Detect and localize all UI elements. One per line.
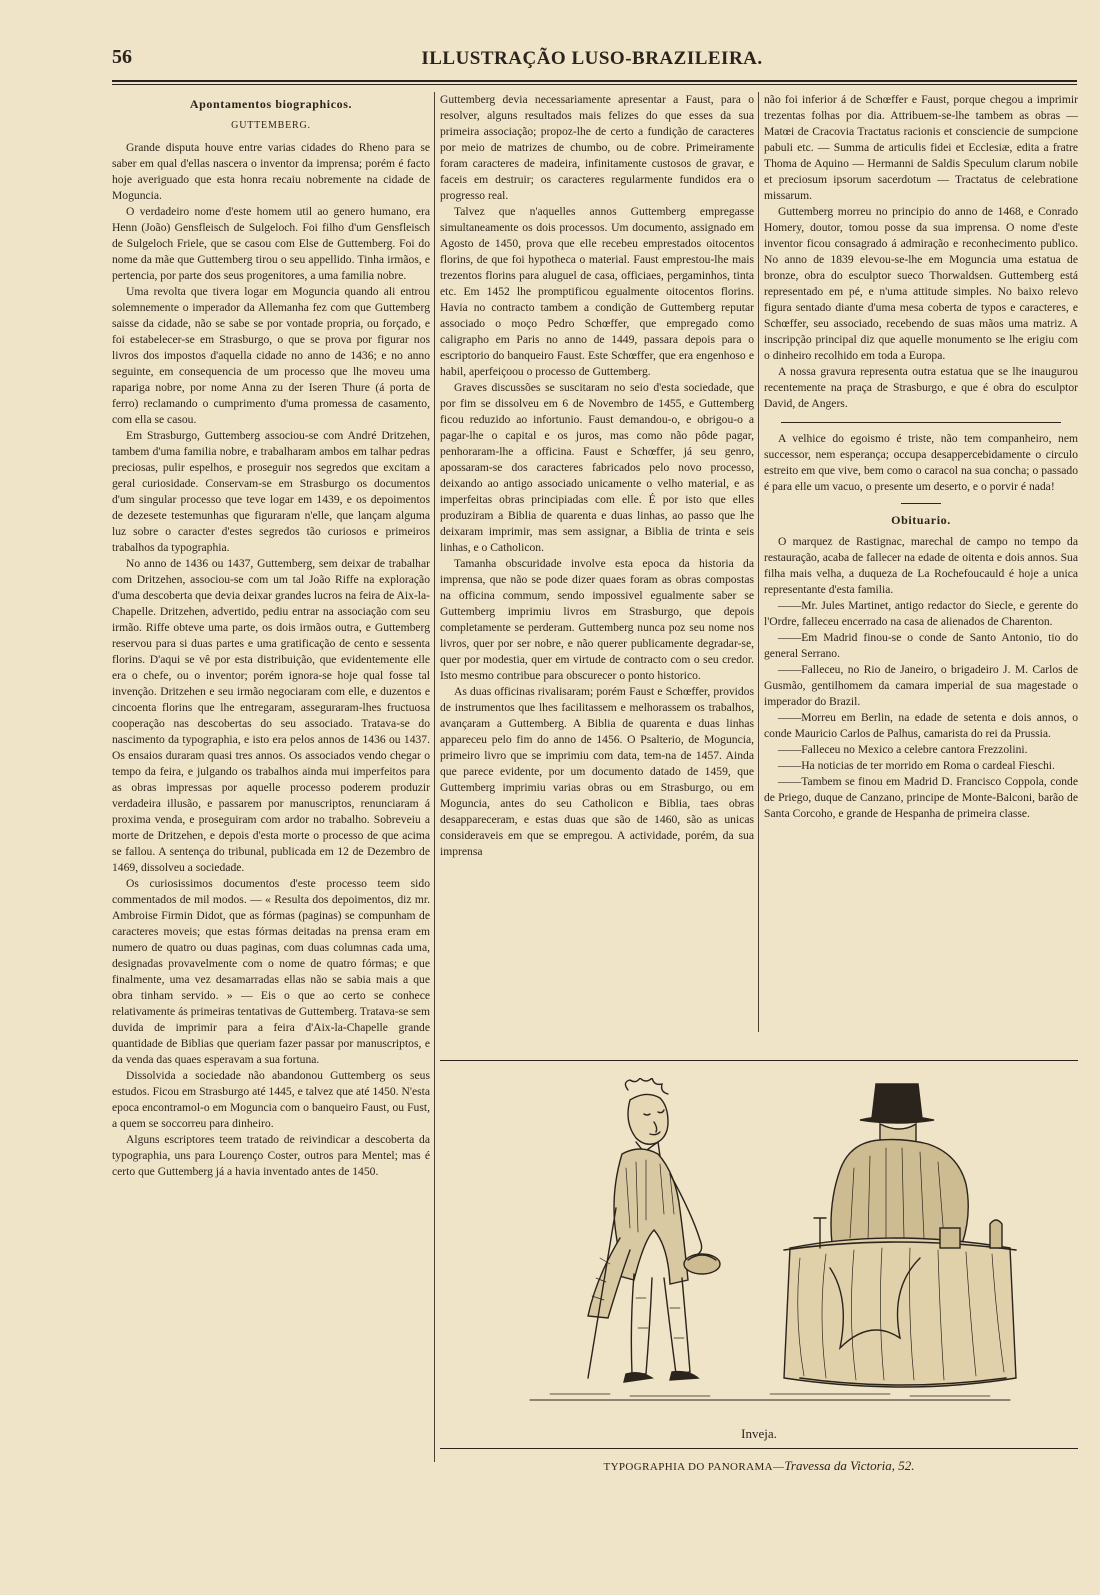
paragraph: Dissolvida a sociedade não abandonou Guttemberg os seus estudos. Ficou em Strasburgo até 1445, e talvez que até 1450. N'esta epoca encontramol-o em Moguncia com o banqueiro Faust, ou Fust, a quem se soccorreu para dinheiro. bbox=[112, 1069, 430, 1130]
article-subtitle: GUTTEMBERG. bbox=[231, 120, 311, 131]
paragraph: não foi inferior á de Schœffer e Faust, porque chegou a imprimir trezentas folhas por dia. Attribuem-se-lhe tambem as obras — Matœi de Cracovia Tractatus racionis et consciencie de sumpcione pabuli etc. — Summa de articulis fidei et Ecclesiæ, edita a fratre Thoma de Aquino — Hermanni de Saldis Speculum clarum nobile et preciosum ipsorum sacerdotum — Tractatus de celebratione missarum. bbox=[764, 93, 1078, 202]
obituary-title: Obituario. bbox=[891, 513, 951, 527]
paragraph: Graves discussões se suscitaram no seio d'esta sociedade, que por fim se dissolveu em 6 de Novembro de 1455, e Guttemberg ficou reduzido ao infortunio. Faust demandou-o, e obrigou-o a pagar-lhe o capital e os juros, mas como não pôde pagar, penhoraram-lhe a officina. Faust e Schœffer, já seu genro, apossaram-se dos caracteres fabricados pelo novo processo, deixando ao antigo associado unicamente o velho material, e as imperfeitas obras principiadas com elle. É por isto que elles produziram a Biblia de quarenta e duas linhas, ao passo que lhe deixaram imprimir, mas sem assignar, a Biblia de trinta e seis linhas, e o Catholicon. bbox=[440, 381, 754, 554]
paragraph: O verdadeiro nome d'este homem util ao genero humano, era Henn (João) Gensfleisch de Sulgeloch. Foi filho d'um Gensfleisch de Sulgeloch Friele, que se casou com Else de Guttemberg. Foi do nome da mãe que Guttemberg tirou o seu appellido. Tinha irmãos, e pertencia, por parte dos seus progenitores, a uma familia nobre. bbox=[112, 205, 430, 282]
article-column-2 bbox=[440, 92, 754, 1054]
imprint-rule bbox=[440, 1448, 1078, 1449]
printer-address: Travessa da Victoria, 52. bbox=[784, 1458, 915, 1473]
printer-name: TYPOGRAPHIA DO PANORAMA— bbox=[603, 1461, 785, 1473]
article-column-3 bbox=[764, 92, 1078, 1054]
page-number: 56 bbox=[112, 46, 132, 68]
journal-title: ILLUSTRAÇÃO LUSO-BRAZILEIRA. bbox=[421, 48, 763, 69]
section-divider bbox=[901, 503, 941, 504]
statue-figure bbox=[784, 1084, 1016, 1387]
obituary-entry: ——Morreu em Berlin, na edade de setenta e dois annos, o conde Mauricio Carlos de Palhus, camarista do rei da Prussia. bbox=[764, 711, 1078, 740]
header-rule-thin bbox=[112, 84, 1077, 85]
paragraph: Tamanha obscuridade involve esta epoca da historia da imprensa, que não se pode dizer quaes foram as obras compostas na officina commum, sendo impossivel egualmente saber se Guttemberg imprimiu livros em Strasburgo, que depois completamente se perderam. Guttemberg nunca poz seu nome nos livros, quer por ser nobre, e não querer publicamente degradar-se, quer por modestia, quer em virtude de contracto com o seu credor. Isto mesmo contribue para obscurecer o ponto historico. bbox=[440, 557, 754, 682]
paragraph: Talvez que n'aquelles annos Guttemberg empregasse simultaneamente os dois processos. Um documento, assignado em Agosto de 1450, prova que elle recebeu emprestados oitocentos florins, de que foi hypotheca o material. Faust emprestou-lhe mais trezentos florins para aluguel de casa, officiaes, pergaminhos, tinta etc. Em 1452 lhe promptificou egualmente oitocentos florins. Havia no contracto tambem a condição de Guttemberg reputar associado o moço Pedro Schœffer, que empregado como caligrapho em Paris no anno de 1449, passara depois para o escriptorio do banqueiro Faust. Este Schœffer, que era engenhoso e habil, aperfeiçoou o processo de Guttemberg. bbox=[440, 205, 754, 378]
obituary-entry: ——Mr. Jules Martinet, antigo redactor do Siecle, e gerente do l'Ordre, falleceu encerrado na casa de alienados de Charenton. bbox=[764, 599, 1078, 628]
engraving-illustration bbox=[470, 1078, 1050, 1408]
column-rule bbox=[758, 92, 759, 1032]
engraving-rule bbox=[440, 1060, 1078, 1061]
paragraph: Uma revolta que tivera logar em Moguncia quando ali entrou solemnemente o imperador da Allemanha fez com que Guttemberg saisse da cidade, não se sabe se por vontade propria, ou forçado, e foi estabelecer-se em Strasburgo, o que se prova por figurar nos livros dos impostos d'aquella cidade no anno de 1436; e no anno seguinte, em consequencia de um processo que lhe moveu uma rapariga nobre, por nome Anna zu der Iseren Thure (á porta de ferro) reclamando o cumprimento d'uma promessa de casamento, com ella se casou. bbox=[112, 285, 430, 426]
engraving-caption: Inveja. bbox=[741, 1426, 777, 1441]
paragraph: Os curiosissimos documentos d'este processo teem sido commentados de mil modos. — « Resulta dos depoimentos, diz mr. Ambroise Firmin Didot, que as fórmas (paginas) se compunham de caracteres moveis; que estas fórmas deitadas na prensa eram em numero de quatro ou duas paginas, com duas columnas cada uma, designadas provavelmente com o nome de quatro fórmas; e que finalmente, uma vez desamarradas ellas não se sabia mais a que obra tinham servido. » — Eis o que ao certo se conhece relativamente ás primeiras tentativas de Guttemberg. Tratava-se sem duvida de imprimir para a feira d'Aix-la-Chapelle grande quantidade de Biblias que queriam fazer passar por manuscriptos, e da venda das quaes esperavam a sua fortuna. bbox=[112, 877, 430, 1066]
obituary-entry: ——Falleceu, no Rio de Janeiro, o brigadeiro J. M. Carlos de Gusmão, gentilhomem da camara imperial de sua magestade o imperador do Brazil. bbox=[764, 663, 1078, 708]
obituary-entry: ——Ha noticias de ter morrido em Roma o cardeal Fieschi. bbox=[778, 759, 1055, 772]
article-column-1 bbox=[112, 92, 430, 1462]
maxim: A velhice do egoismo é triste, não tem companheiro, nem successor, nem esperança; occupa desappercebidamente o circulo estreito em que vive, bem como o caracol na sua concha; o passado é para elle um vacuo, o presente um deserto, e o porvir é nada! bbox=[764, 432, 1078, 493]
page-header bbox=[112, 46, 1072, 80]
obituary-entry: ——Em Madrid finou-se o conde de Santo Antonio, tio do general Serrano. bbox=[764, 631, 1078, 660]
paragraph: A nossa gravura representa outra estatua que se lhe inaugurou recentemente na praça de Strasburgo, e que é obra do esculptor David, de Angers. bbox=[764, 365, 1078, 410]
obituary-entry: ——Tambem se finou em Madrid D. Francisco Coppola, conde de Priego, duque de Canzano, principe de Monte-Balconi, barão de Santa Corcoho, e grande de Hespanha de primeira classe. bbox=[764, 775, 1078, 820]
article-title: Apontamentos biographicos. bbox=[189, 97, 353, 111]
paragraph: Grande disputa houve entre varias cidades do Rheno para se saber em qual d'ellas nascera o inventor da imprensa; porém é facto hoje averiguado que esta honra recaiu nobremente na cidade de Moguncia. bbox=[112, 141, 430, 202]
paragraph: Em Strasburgo, Guttemberg associou-se com André Dritzehen, tambem d'uma familia nobre, e trabalharam ambos em talhar pedras preciosas, pulir espelhos, e proseguir nos segredos que excitam a geral curiosidade. Conservam-se em Strasburgo os documentos d'um singular processo que teve logar em 1439, e os depoimentos de dezesete testemunhas que figuraram n'elle, que lançam alguma luz sobre o caracter d'estes segredos tão curiosos e primeiros trabalhos da typographia. bbox=[112, 429, 430, 554]
obituary-entry: ——Falleceu no Mexico a celebre cantora Frezzolini. bbox=[778, 743, 1028, 756]
envious-man-figure bbox=[588, 1078, 720, 1382]
obituary-entry: O marquez de Rastignac, marechal de campo no tempo da restauração, acaba de fallecer na edade de oitenta e dois annos. Sua filha mais velha, a duqueza de La Rochefoucauld é hoje a unica representante d'esta familia. bbox=[764, 535, 1078, 596]
header-rule bbox=[112, 80, 1077, 82]
paragraph: As duas officinas rivalisaram; porém Faust e Schœffer, providos de instrumentos que lhes facilitassem e melhorassem os trabalhos, avançaram a Guttemberg. A Biblia de quarenta e duas linhas appareceu pelo fim do anno de 1456. O Psalterio, de Moguncia, primeiro livro que se imprimiu com data, tem-na de 1457. Ainda que parece evidente, por um documento datado de 1459, que Guttemberg imprimiu varias obras ou em Strasburgo, ou em Moguncia, antes do seu Catholicon e Biblia, taes obras desappareceram, e estas duas que são de 1460, são as unicas consideraveis em que se empregou. A actividade, porém, da sua imprensa bbox=[440, 685, 754, 858]
section-divider bbox=[781, 422, 1061, 423]
column-rule bbox=[434, 92, 435, 1462]
paragraph: Guttemberg morreu no principio do anno de 1468, e Conrado Homery, doutor, tomou posse da sua imprensa. O nome d'este inventor ficou consagrado á admiração e reconhecimento publico. No anno de 1839 elevou-se-lhe em Moguncia uma estatua de bronze, obra do esculptor sueco Thorwaldsen. Guttemberg está representado em pé, e n'uma attitude simples. No baixo relevo figura sentado diante d'uma mesa coberta de typos e caracteres, e Schœffer, seu associado, recebendo de suas mãos uma matriz. A inscripção principal diz que aquelle monumento se lhe erigiu com o dinheiro recolhido em toda a Europa. bbox=[764, 205, 1078, 362]
paragraph: Alguns escriptores teem tratado de reivindicar a descoberta da typographia, uns para Lourenço Coster, outros para Mentel; mas é certo que Guttemberg já a havia inventado antes de 1450. bbox=[112, 1133, 430, 1178]
printer-imprint bbox=[440, 1458, 1078, 1474]
paragraph: Guttemberg devia necessariamente apresentar a Faust, para o resolver, alguns resultados mais felizes do que esses da sua primeira associação; propoz-lhe de certo a fundição de caracteres por meio de matrizes de chumbo, ou de cobre. Primeiramente foram caracteres de madeira, infinitamente custosos de gravar, e faceis em destruir; os caracteres regularmente fundidos era o progresso real. bbox=[440, 93, 754, 202]
paragraph: No anno de 1436 ou 1437, Guttemberg, sem deixar de trabalhar com Dritzehen, associou-se com um tal João Riffe na exploração d'uma descoberta que devia deixar grandes lucros na feira de Aix-la-Chapelle. Dritzehen, advertido, pediu entrar na associação com seu irmão. Riffe obteve uma parte, os dois irmãos outra, e Guttemberg reservou para si duas partes e uma gratificação de cento e sessenta florins. D'aqui se vê por esta distribuição, que evidentemente elle era o chefe, ou o inventor; porém ignora-se hoje qual fosse tal invenção. Dritzehen e seu irmão negociaram com elle, e duzentos e cincoenta florins que lhe entregaram, asseguraram-lhes fructuosa cooperação nas descobertas do seu associado. Tratava-se do nascimento da typographia, e isto era pelos annos de 1436 ou 1437. Os ensaios duraram quasi tres annos. Os associados vendo chegar o tempo da feira, e julgando os trabalhos ainda mui imperfeitos para as obras impressas por aquelle processo poderem produzir verdadeira illusão, e passarem por manuscriptos, renunciaram á proxima venda, e proseguiram com ardor no trabalho. Sobreveiu a morte de Dritzehen, e depois d'esta morte o processo de que acima se fallou. A sentença do tribunal, publicada em 12 de Dezembro de 1469, dissolveu a sociedade. bbox=[112, 557, 430, 874]
